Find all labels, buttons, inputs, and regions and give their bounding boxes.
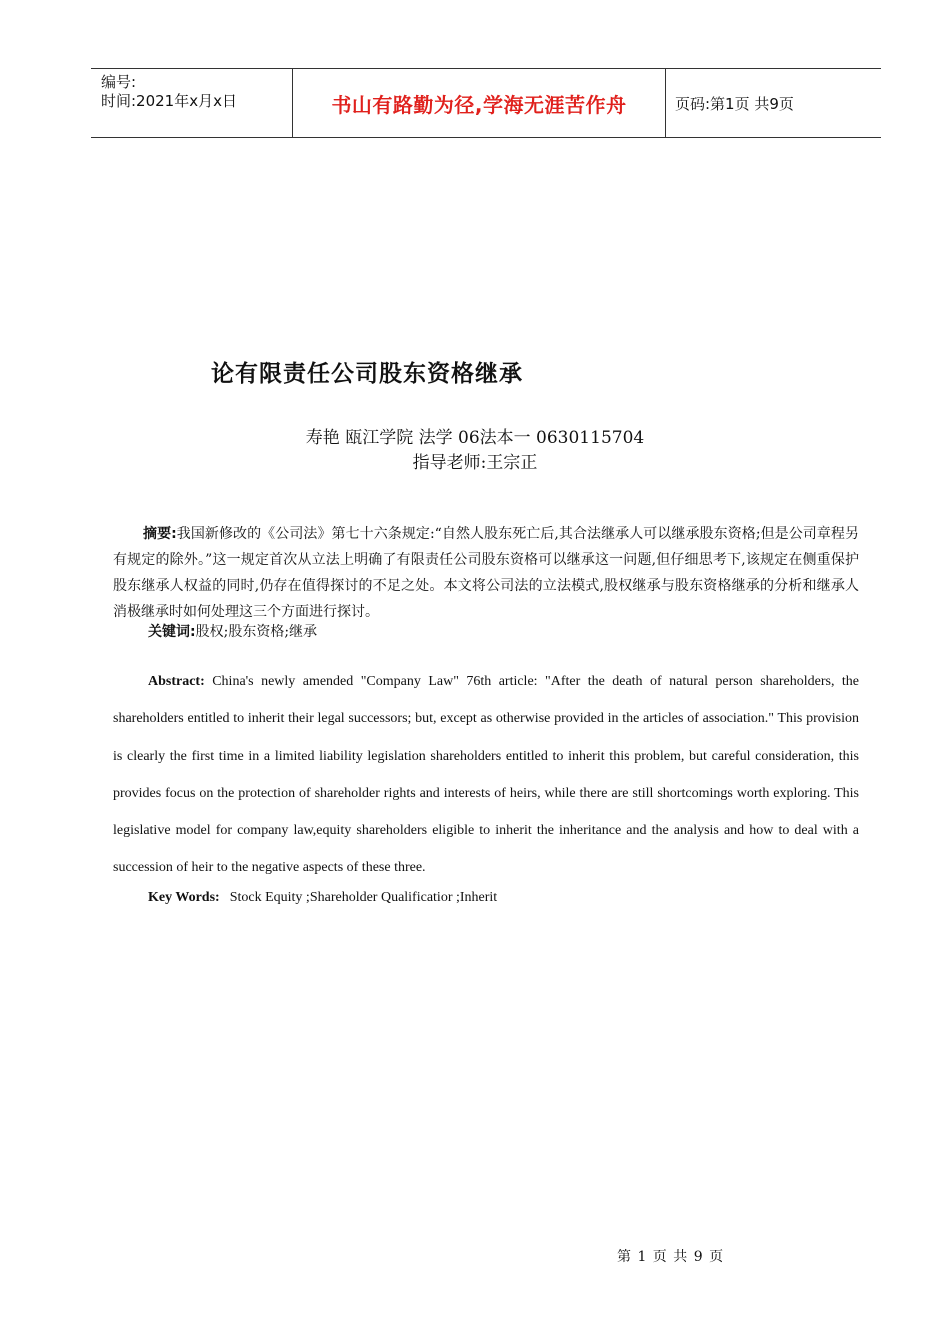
abstract-cn-label: 摘要: [143, 526, 177, 542]
motto-text: 书山有路勤为径,学海无涯苦作舟 [331, 92, 627, 117]
abstract-cn-text: 我国新修改的《公司法》第七十六条规定:“自然人股东死亡后,其合法继承人可以继承股东资格;但是公司章程另有规定的除外。”这一规定首次从立法上明确了有限责任公司股东资格可以继承这一问题,但仔细思考下,该规定在侧重保护股东继承人权益的同时,仍存在值得探讨的不足之处。本文将公司法的立法模式,股权继承与股东资格继承的分析和继承人消极继承时如何处理这三个方面进行探讨。 [113, 526, 859, 620]
keywords-en [148, 890, 497, 906]
keywords-cn [148, 621, 317, 643]
number-label: 编号: [101, 73, 137, 91]
abstract-en-text: China's newly amended "Company Law" 76th article: "After the death of natural person shareholders, the shareholders entitled to inherit their legal successors; but, except as otherwise provided in the articles of association." This provision is clearly the first time in a limited liability legislation shareholders entitled to inherit this problem, but careful consideration, this provides focus on the protection of shareholder rights and interests of heirs, while there are still shortcomings worth exploring. This legislative model for company law,equity shareholders eligible to inherit the inheritance and the analysis and how to deal with a succession of heir to the negative aspects of these three. [113, 674, 860, 876]
paper-title: 论有限责任公司股东资格继承 [211, 361, 523, 387]
keywords-en-label: Key Words: [148, 890, 220, 905]
header-info-cell [91, 69, 293, 137]
page-label: 页码:第1页 共9页 [675, 94, 794, 113]
header-page-cell [666, 69, 881, 137]
keywords-cn-text: 股权;股东资格;继承 [195, 624, 318, 640]
footer-page-number: 第 1 页 共 9 页 [617, 1249, 725, 1265]
keywords-en-text: Stock Equity ;Shareholder Qualificatior ;Inherit [229, 890, 498, 905]
header-motto-cell [293, 69, 666, 137]
abstract-cn [113, 521, 859, 625]
abstract-en [113, 663, 859, 887]
advisor-line: 指导老师:王宗正 [412, 453, 538, 473]
header-table [91, 68, 881, 138]
time-label: 时间:2021年x月x日 [101, 92, 237, 110]
author-line: 寿艳 瓯江学院 法学 06法本一 0630115704 [305, 428, 645, 448]
abstract-en-label: Abstract: [148, 674, 205, 689]
keywords-cn-label: 关键词: [148, 624, 196, 640]
